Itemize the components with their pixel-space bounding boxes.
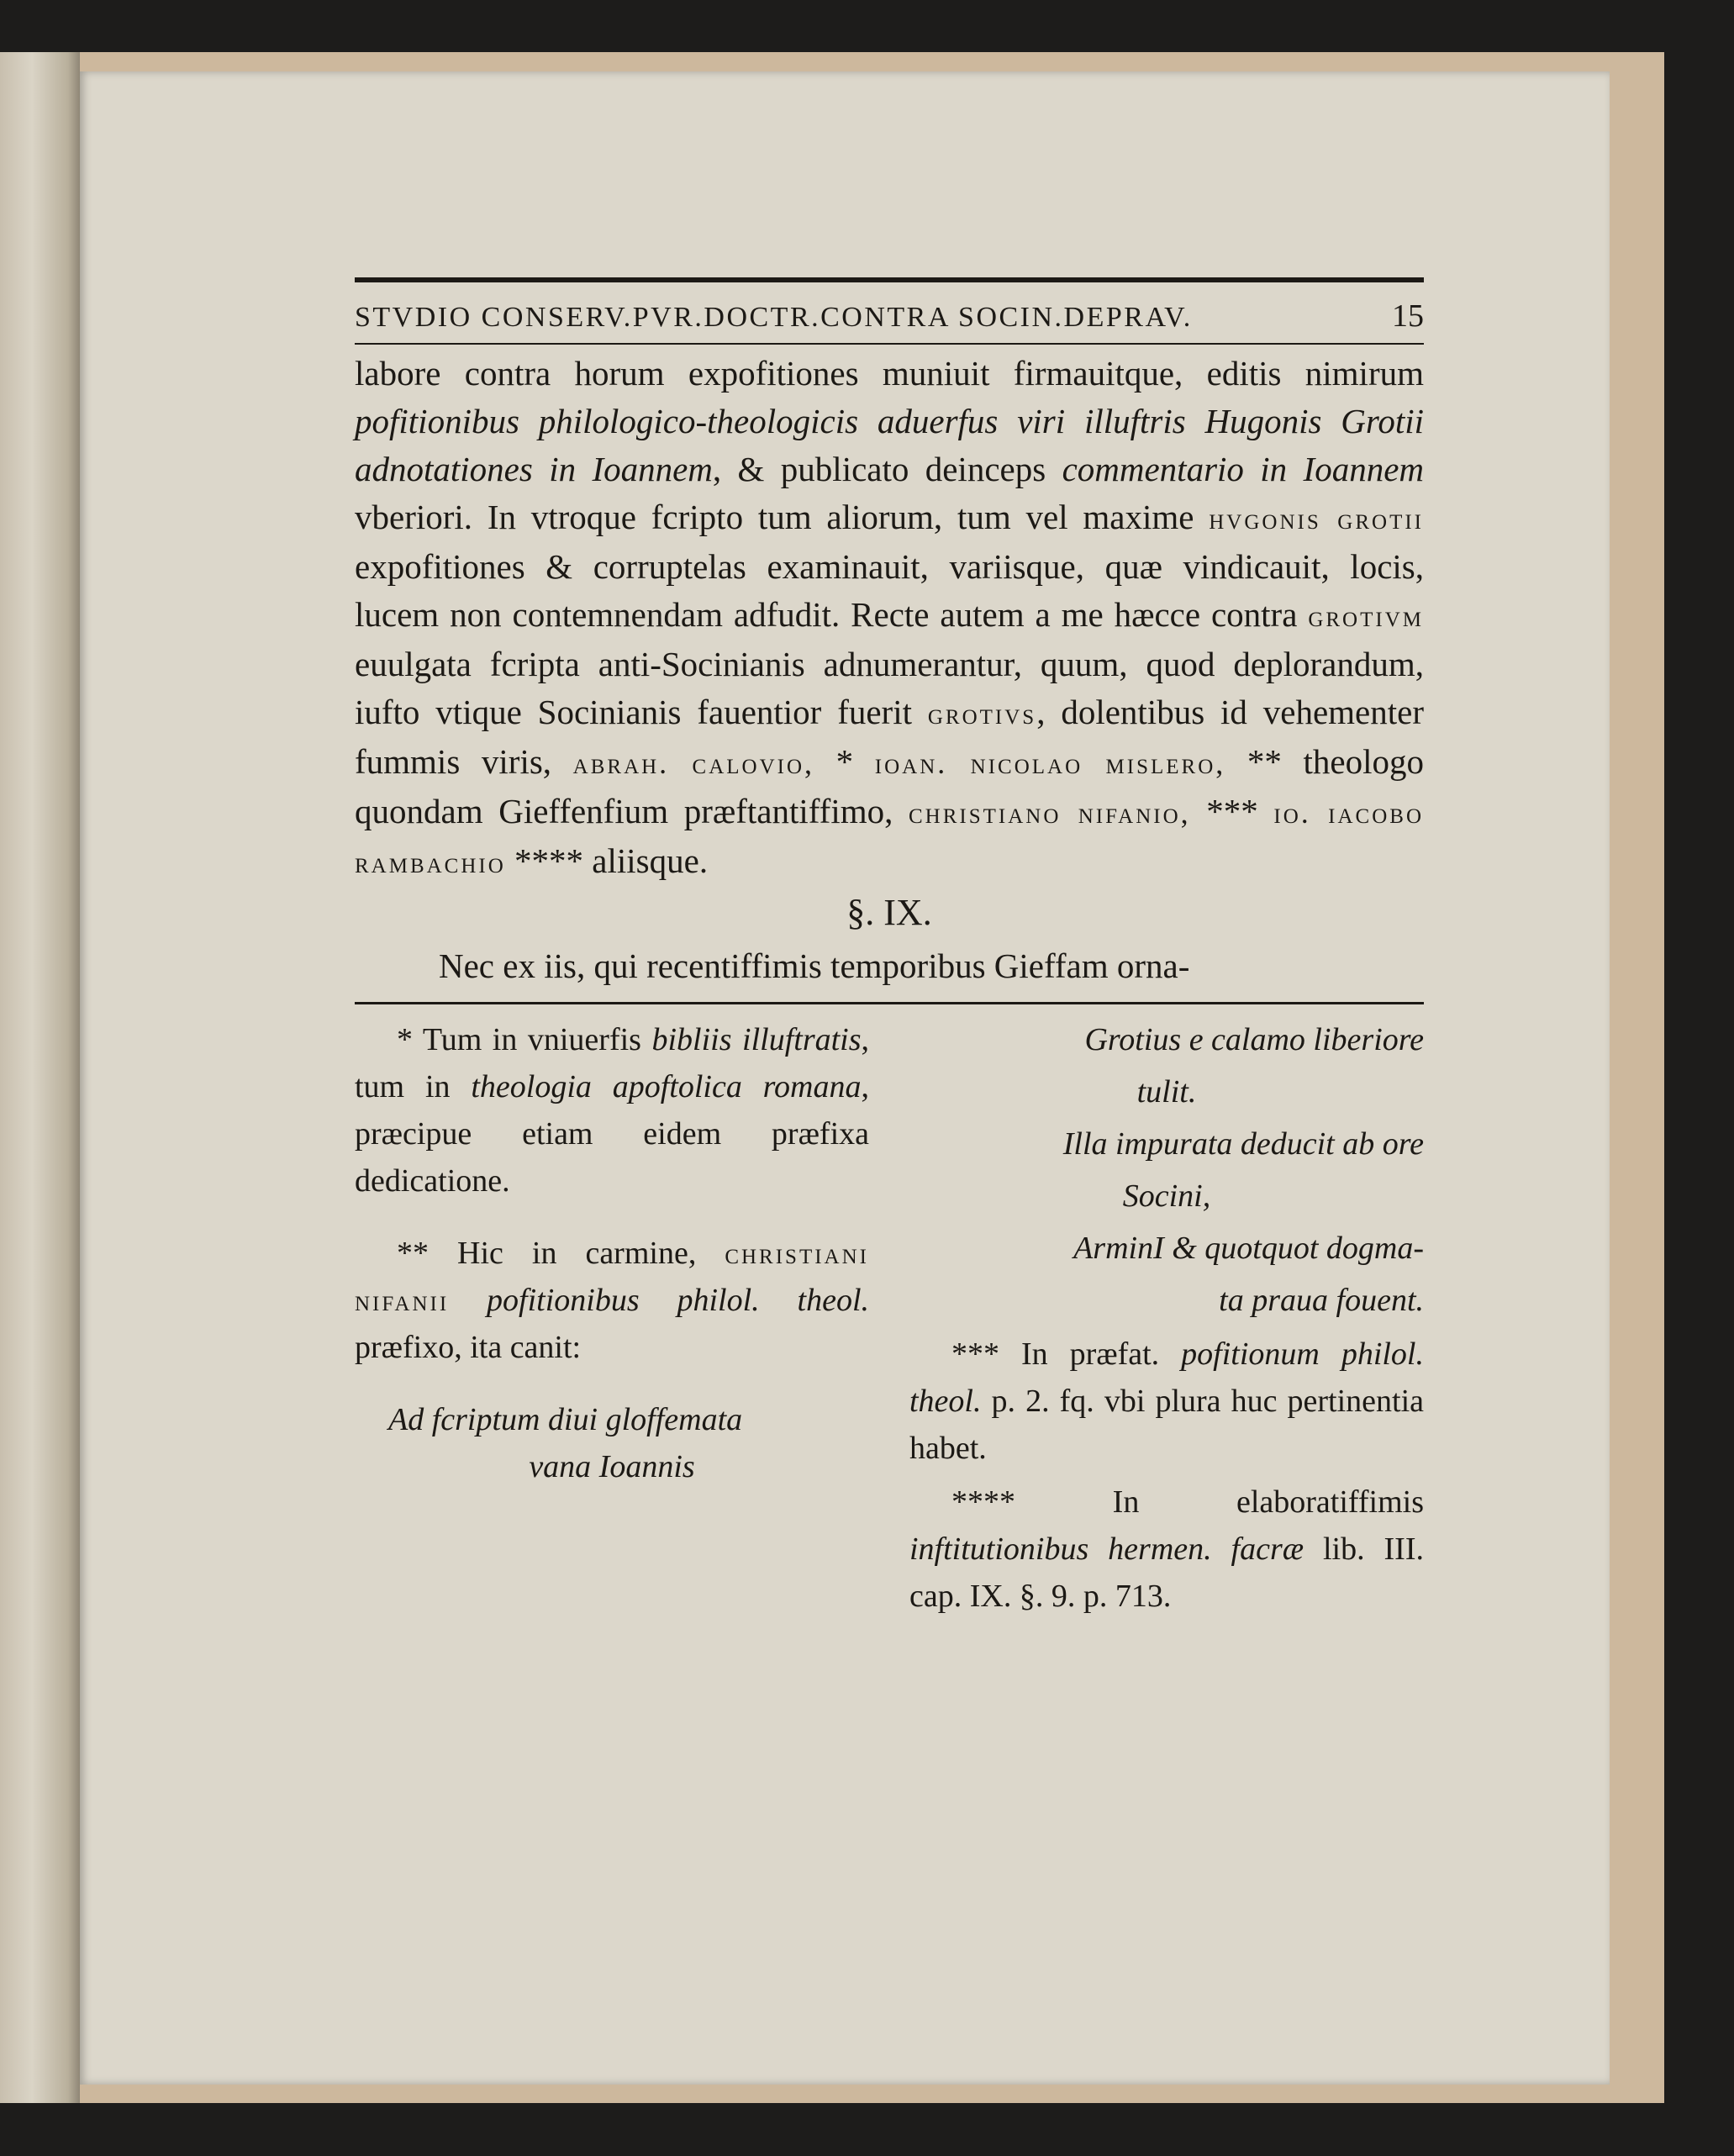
running-head-title: STVDIO CONSERV.PVR.DOCTR.CONTRA SOCIN.DEPRAV. <box>355 302 1193 333</box>
footnote-rule <box>355 1002 1424 1004</box>
left-page-edge <box>0 52 80 2103</box>
text-run: labore contra horum expofitiones muniuit firmauitque, editis nimirum <box>355 354 1424 393</box>
head-rule-bottom <box>355 343 1424 345</box>
page-number: 15 <box>1392 298 1424 334</box>
footnotes <box>355 1016 1424 1645</box>
text-run: præfixo, ita canit: <box>355 1330 582 1365</box>
text-run: * Tum in vniuerfis <box>397 1022 652 1057</box>
text-run: **** aliisque. <box>505 841 709 880</box>
italic-title: inftitutionibus hermen. facræ <box>909 1531 1304 1567</box>
text-block <box>355 277 1424 1645</box>
verse-line: ArminI & quotquot dogma- <box>1073 1231 1424 1266</box>
main-text <box>355 350 1424 887</box>
text-run: , tum in <box>355 1022 870 1104</box>
text-run: ** Hic in carmine, <box>397 1236 725 1271</box>
italic-title: theologia apoftolica romana <box>471 1069 862 1104</box>
italic-title: pofitionibus philologico-theologicis aduerfus viri illuftris Hugonis Grotii adnotationes in Ioannem <box>355 402 1424 488</box>
footnote-3 <box>909 1331 1424 1472</box>
text-run: ** theologo quondam Gieffenfium præftantiffimo, <box>355 742 1424 830</box>
text-run: , & publicato deinceps <box>712 450 1062 488</box>
verse-line: Illa impurata deducit ab ore <box>1062 1126 1424 1162</box>
text-run: lib. III. cap. IX. §. 9. p. 713. <box>909 1531 1424 1614</box>
footnote-column-right <box>909 1016 1424 1645</box>
small-caps-name: grotivs <box>927 697 1037 730</box>
footnote-4 <box>909 1479 1424 1620</box>
small-caps-name: christiano nifanio, <box>908 796 1191 830</box>
verse-line: Socini, <box>1122 1178 1211 1214</box>
small-caps-name: grotivm <box>1308 599 1424 633</box>
footnote-1 <box>355 1016 869 1205</box>
italic-title: pofitionibus philol. theol. <box>487 1283 869 1318</box>
verse-line: Grotius e calamo liberiore <box>1084 1022 1424 1057</box>
small-caps-name: abrah. calovio, <box>572 746 815 780</box>
small-caps-name: io. iacobo rambachio <box>355 796 1425 879</box>
verse-line: vana Ioannis <box>529 1449 695 1484</box>
text-run: , præcipue etiam eidem præfixa dedicatione. <box>355 1069 869 1199</box>
paragraph-2: Nec ex iis, qui recentiffimis temporibus Gieffam orna- <box>439 946 1190 985</box>
text-run: **** In elaboratiffimis <box>951 1484 1424 1520</box>
text-run <box>449 1283 487 1318</box>
italic-title: commentario in Ioannem <box>1062 450 1425 488</box>
italic-title: bibliis illuftratis <box>651 1022 862 1057</box>
footnote-2 <box>355 1230 869 1371</box>
footnote-marker: *** <box>1190 792 1274 830</box>
text-run: p. 2. fq. vbi plura huc pertinentia habet. <box>909 1384 1424 1466</box>
running-head <box>355 298 1424 335</box>
verse-line: ta praua fouent. <box>1219 1283 1424 1318</box>
section-heading: §. IX. <box>846 892 932 933</box>
text-run: expofitiones & corruptelas examinauit, variisque, quæ vindicauit, locis, lucem non contemnendam adfudit. Recte autem a me hæcce contra <box>355 547 1424 634</box>
small-caps-name: christiani nifanii <box>355 1236 869 1317</box>
text-run: *** In præfat. <box>951 1336 1182 1372</box>
italic-title: pofitionum philol. theol. <box>909 1336 1424 1419</box>
small-caps-name: ioan. nicolao mislero, <box>874 746 1226 780</box>
head-rule-top <box>355 277 1424 282</box>
text-run: euulgata fcripta anti-Socinianis adnumerantur, quum, quod deplorandum, iufto vtique Socinianis fauentior fuerit <box>355 645 1424 731</box>
verse-line: tulit. <box>1136 1074 1197 1110</box>
small-caps-name: hvgonis grotii <box>1209 502 1424 535</box>
footnote-column-left <box>355 1016 869 1645</box>
footnote-marker: * <box>814 742 875 781</box>
verse-line: Ad fcriptum diui gloffemata <box>388 1402 743 1437</box>
text-run: vberiori. In vtroque fcripto tum aliorum, tum vel maxime <box>355 498 1210 536</box>
text-run: , dolentibus id vehementer fummis viris, <box>355 693 1424 781</box>
